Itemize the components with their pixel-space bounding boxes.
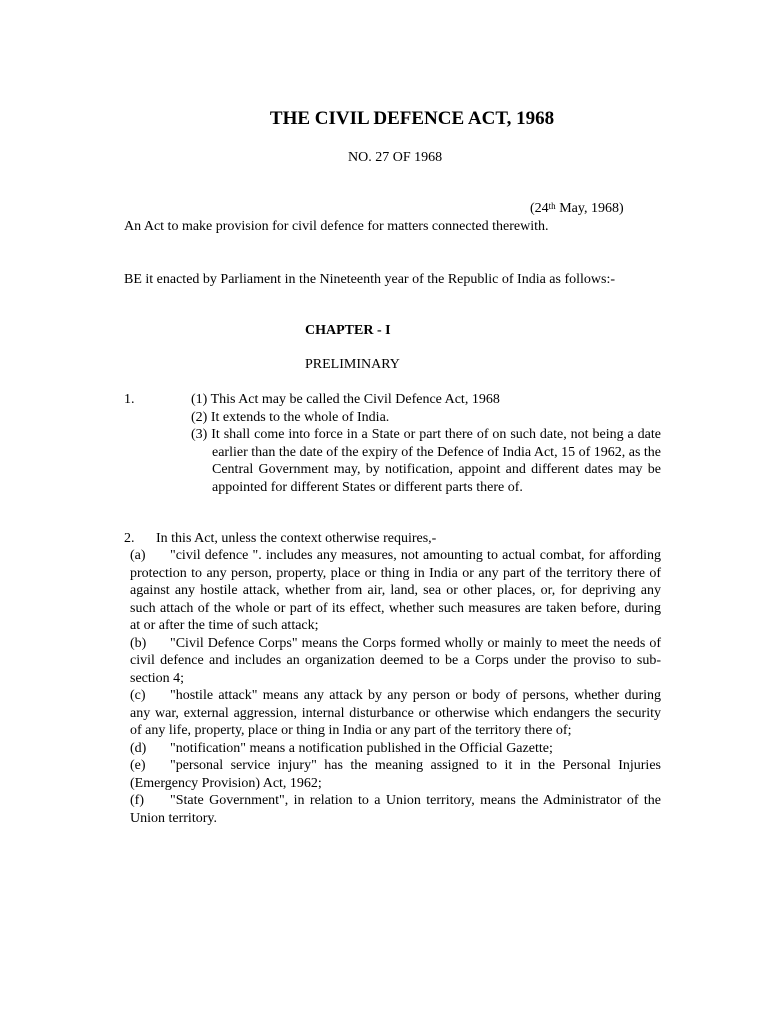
chapter-title: PRELIMINARY [305,357,400,372]
clause-2: (2) It extends to the whole of India. [191,409,390,425]
definition-item [127,687,661,740]
definition-item [127,740,661,758]
definition-text: "personal service injury" has the meaning assigned to it in the Personal Injuries (Emergency Provision) Act, 1962; [130,758,661,791]
definition-label: (d) [130,740,147,756]
definition-text: "hostile attack" means any attack by any person or body of persons, whether during any war, external aggression, internal disturbance or otherwise which endangers the security of any life, property, place or thing in India or any part of the territory there of; [130,688,661,738]
definition-label: (e) [130,758,146,773]
definition-label: (b) [130,635,147,651]
definition-item [127,635,661,688]
act-number: NO. 27 OF 1968 [348,150,443,165]
enacting-formula: BE it enacted by Parliament in the Nineteenth year of the Republic of India as follows:- [124,272,616,287]
section-1-number: 1. [124,392,135,407]
long-title: An Act to make provision for civil defence for matters connected therewith. [124,219,549,234]
definition-text: "Civil Defence Corps" means the Corps formed wholly or mainly to meet the needs of civil defence and includes an organization deemed to be a Corps under the proviso to sub-section 4; [130,635,661,686]
definition-text: "State Government", in relation to a Union territory, means the Administrator of the Union territory. [130,793,661,826]
act-date [530,200,624,218]
section-1-clauses [191,391,661,496]
section-2-intro: In this Act, unless the context otherwise requires,- [156,531,437,546]
definition-label: (f) [130,793,144,808]
definition-item [127,547,661,635]
definition-text: "civil defence ". includes any measures, not amounting to actual combat, for affording protection to any person, property, place or thing in India or any part of the territory there of against any hostile attack, whether from air, land, sea or other places, or, for depriving any such attach of the whole or part of its effect, whether such measures are taken before, during at or after the time of such attack; [130,548,661,633]
document-title: THE CIVIL DEFENCE ACT, 1968 [269,108,555,129]
definition-label: (c) [130,688,146,703]
date-suffix: May, 1968) [555,201,624,216]
date-prefix: (24 [530,201,549,216]
section-2-number: 2. [124,531,135,546]
definition-label: (a) [130,548,146,563]
definition-item [127,792,661,827]
definition-item [127,757,661,792]
clause-1: (1) This Act may be called the Civil Defence Act, 1968 [191,392,500,407]
chapter-heading: CHAPTER - I [305,323,391,338]
clause-3: (3) It shall come into force in a State or part there of on such date, not being a date earlier than the date of the expiry of the Defence of India Act, 15 of 1962, as the Central Government may, by notification, appoint and different dates may be appointed for different States or different parts there of. [191,427,661,495]
definition-text: "notification" means a notification published in the Official Gazette; [170,740,553,756]
definitions-list [127,547,661,827]
date-ordinal: th [548,201,556,211]
